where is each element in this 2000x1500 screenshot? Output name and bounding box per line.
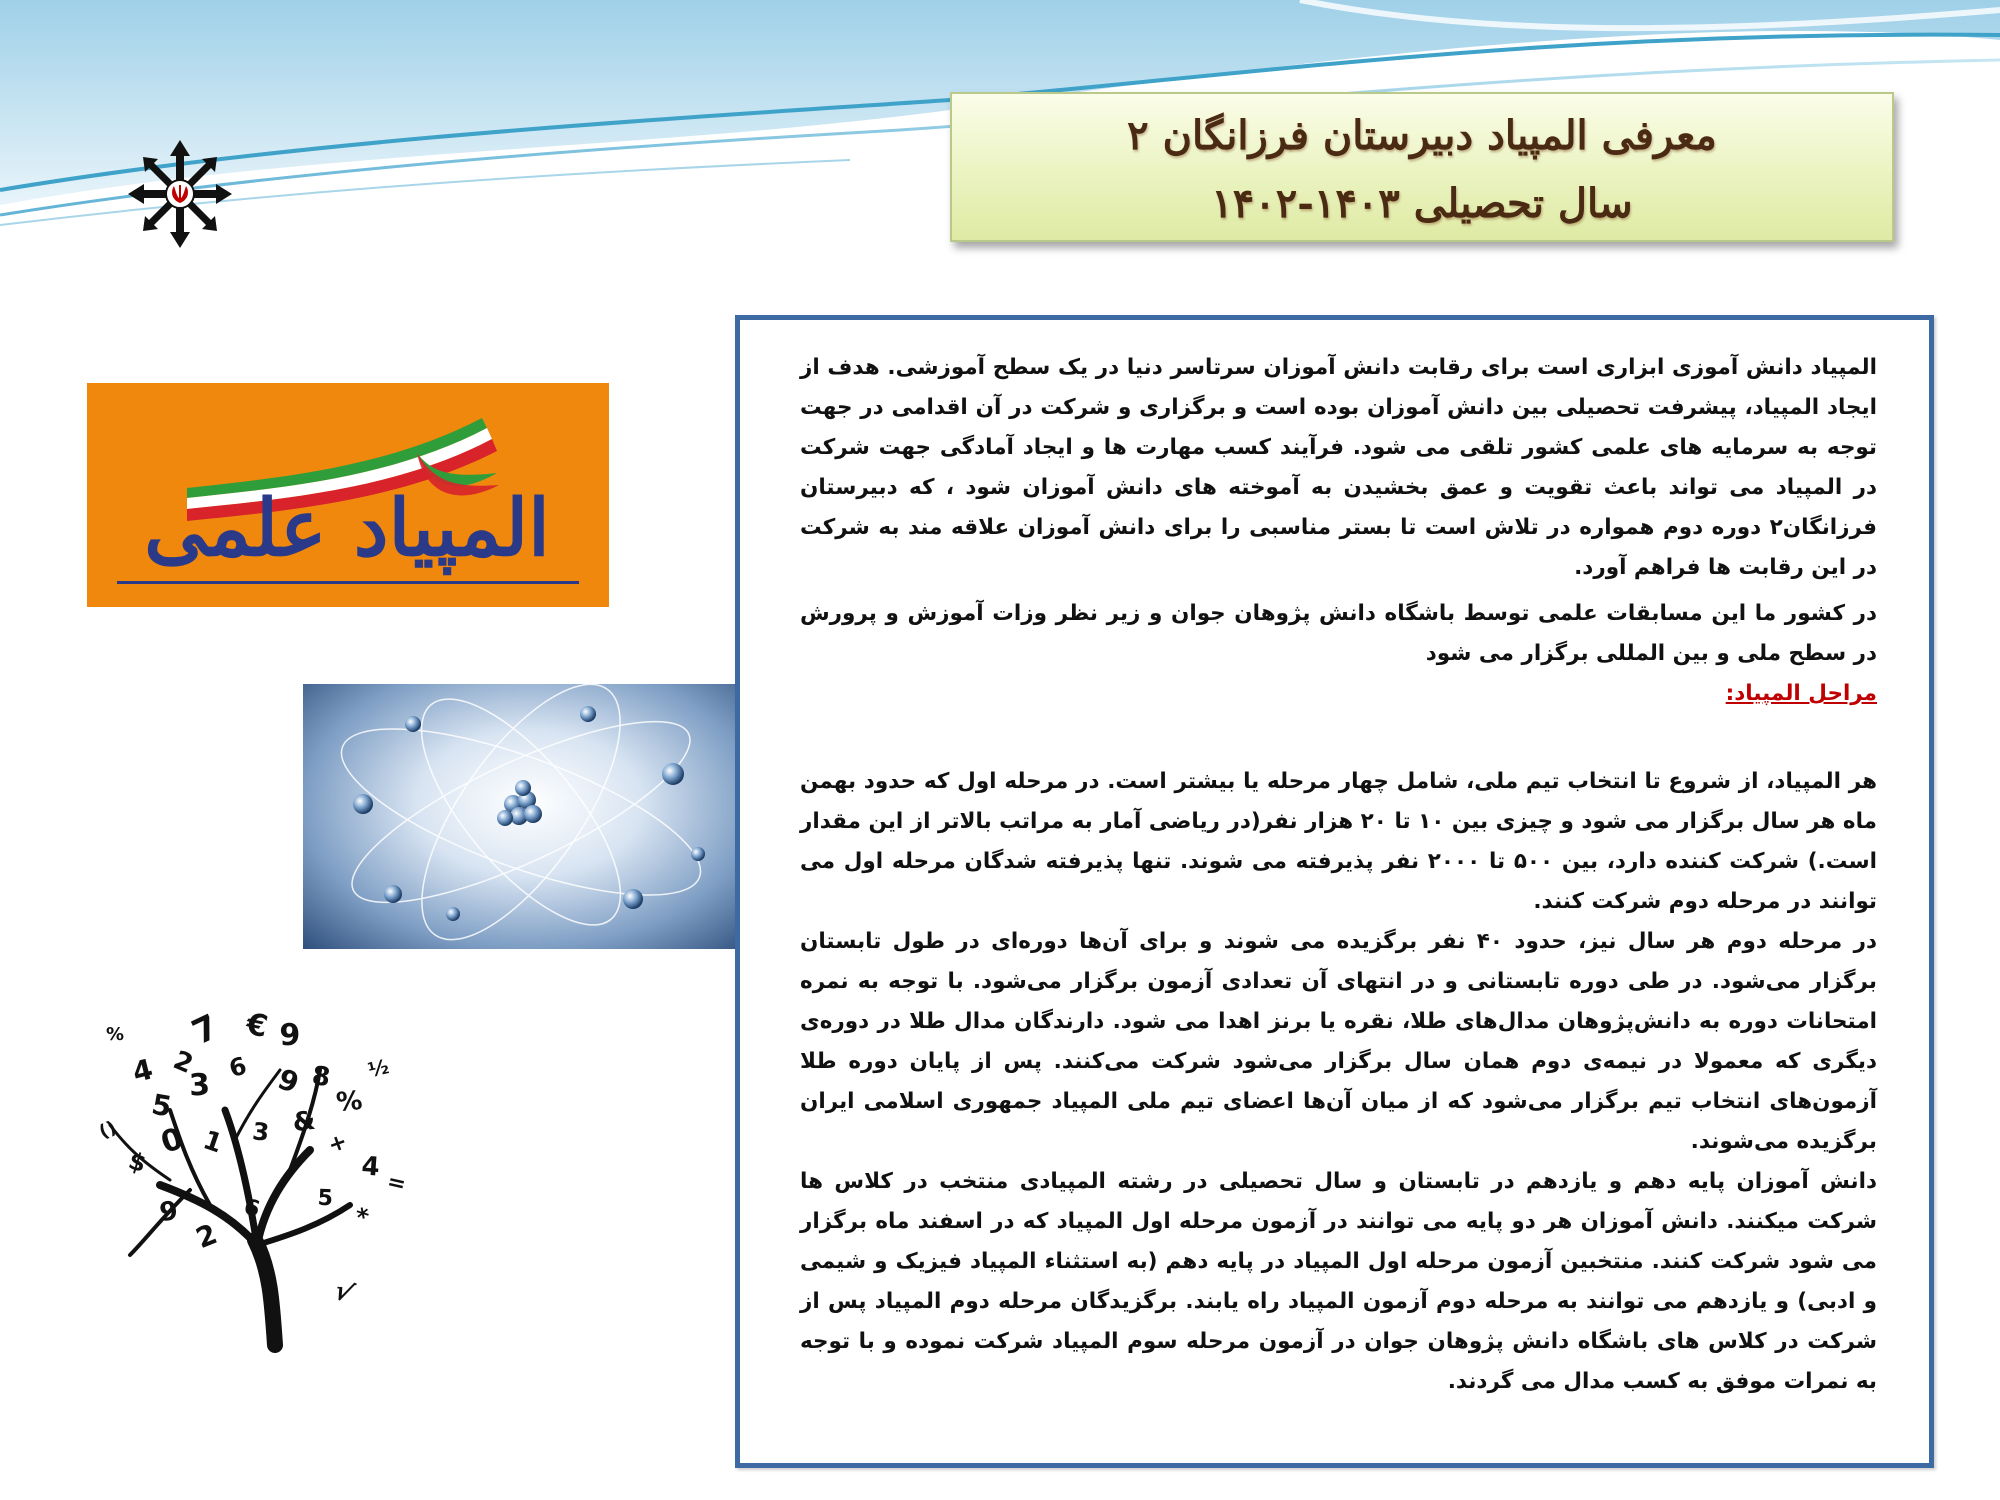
tree-glyph: 3	[251, 1117, 271, 1147]
tree-glyph: 0	[156, 1121, 188, 1161]
tree-glyph: ½	[365, 1054, 392, 1083]
tree-glyph: =	[384, 1169, 409, 1198]
organizer-paragraph: در کشور ما این مسابقات علمی توسط باشگاه دانش پژوهان جوان و زیر نظر وزات آموزش و پرورش در سطح ملی و بین المللی برگزار می شود	[800, 601, 1877, 666]
tree-glyphs	[96, 1006, 408, 1310]
tree-glyph: 8	[310, 1060, 333, 1094]
stage-two-paragraph: در مرحله دوم هر سال نیز، حدود ۴۰ نفر برگزیده می شوند و برای آن‌ها دوره‌ای در طول تابستان برگزار می‌شود. در طی دوره تابستانی و در انتهای آن تعدادی آزمون برگزار می‌شود. با توجه به نمره امتحانات دوره به دانش‌پژوهان مدال‌های طلا، نقره یا برنز اهدا می شود. دارندگان مدال طلا در دوره‌ی دیگری که معمولا در نیمه‌ی دوم همان سال برگزار می‌شود شرکت می‌کنند. پس از پایان دوره طلا آزمون‌های انتخاب تیم برگزار می‌شود که از میان آن‌ها اعضای تیم ملی المپیاد جمهوری اسلامی ایران برگزیده می‌شوند.	[800, 929, 1877, 1154]
stages-heading: مراحل المپیاد:	[1725, 681, 1877, 706]
math-tree-graphic	[50, 1000, 410, 1360]
tree-glyph: &	[290, 1105, 318, 1139]
iran-emblem-icon	[128, 140, 232, 248]
content-box	[735, 315, 1934, 1468]
atom-image	[303, 684, 738, 949]
tree-glyph: √	[329, 1275, 358, 1310]
atom-graphic	[303, 684, 738, 949]
intro-paragraph: المپیاد دانش آموزی ابزاری است برای رقابت دانش آموزان سرتاسر دنیا در یک سطح آموزشی. هدف از ایجاد المپیاد، پیشرفت تحصیلی بین دانش آموزان بوده است و برگزاری و شرکت در آن اقدامی در جهت توجه به سرمایه های علمی کشور تلقی می شود. فرآیند کسب مهارت ها و ایجاد آمادگی جهت شرکت در المپیاد می تواند باعث تقویت و عمق بخشیدن به آموخته های دانش آموزان شود ، که دبیرستان فرزانگان۲ دوره دوم همواره در تلاش است تا بستر مناسبی را برای دانش آموزان علاقه مند به شرکت در این رقابت ها فراهم آورد.	[800, 355, 1877, 580]
tree-glyph: 9	[279, 1017, 301, 1054]
tree-glyph: 3	[188, 1067, 211, 1104]
title-line-1: معرفی المپیاد دبیرستان فرزانگان ۲	[1127, 112, 1717, 159]
tree-glyph: %	[105, 1024, 125, 1045]
tree-glyph: +	[324, 1128, 351, 1159]
content-text	[800, 348, 1877, 1402]
tree-glyph: 1	[199, 1125, 227, 1160]
tree-glyph: 9	[273, 1062, 304, 1101]
tree-glyph: *	[354, 1202, 373, 1233]
title-box	[950, 92, 1894, 242]
tree-glyph: 5	[149, 1087, 175, 1124]
tree-glyph: €	[243, 1006, 271, 1045]
participation-paragraph: دانش آموزان پایه دهم و یازدهم در تابستان و سال تحصیلی در رشته المپیادی منتخب در کلاس ها شرکت میکنند. دانش آموزان هر دو پایه می توانند در آزمون مرحله اول المپیاد که در اسفند ماه برگزار می شود شرکت کنند. منتخبین آزمون مرحله اول المپیاد در پایه دهم (به استثناء المپیاد فیزیک و شیمی و ادبی) و یازدهم می توانند به مرحله دوم آزمون المپیاد راه یابند. برگزیدگان مرحله دوم المپیاد پس از شرکت در کلاس های باشگاه دانش پژوهان جوان در آزمون مرحله سوم المپیاد شرکت نموده و با توجه به نمرات موفق به کسب مدال می گردند.	[800, 1169, 1877, 1394]
math-tree-image	[50, 1000, 410, 1360]
tree-glyph: 7	[186, 1006, 225, 1054]
tree-glyph: 2	[191, 1217, 222, 1256]
tree-glyph: 2	[168, 1045, 198, 1080]
olympiad-logo	[87, 383, 609, 607]
tree-glyph: %	[335, 1085, 364, 1119]
title-line-2: سال تحصیلی ۱۴۰۳-۱۴۰۲	[1211, 180, 1633, 227]
tree-glyph: ()	[95, 1117, 120, 1143]
tree-glyph: 6	[225, 1051, 250, 1084]
tree-glyph: 4	[129, 1052, 157, 1090]
tree-glyph: 4	[360, 1151, 381, 1183]
tree-glyph: 5	[317, 1185, 334, 1212]
logo-text: المپیاد علمی	[144, 483, 550, 574]
tree-glyph: 9	[157, 1195, 181, 1229]
tree-glyph: 6	[241, 1194, 263, 1223]
tree-glyph: $	[125, 1146, 150, 1179]
stage-one-paragraph: هر المپیاد، از شروع تا انتخاب تیم ملی، شامل چهار مرحله یا بیشتر است. در مرحله اول که حدود بهمن ماه هر سال برگزار می شود و چیزی بین ۱۰ تا ۲۰ هزار نفر(در ریاضی آمار به مراتب بالاتر از این مقدار است.) شرکت کننده دارد، بین ۵۰۰ تا ۲۰۰۰ نفر پذیرفته می شوند. تنها پذیرفته شدگان مرحله اول می توانند در مرحله دوم شرکت کنند.	[800, 769, 1877, 914]
